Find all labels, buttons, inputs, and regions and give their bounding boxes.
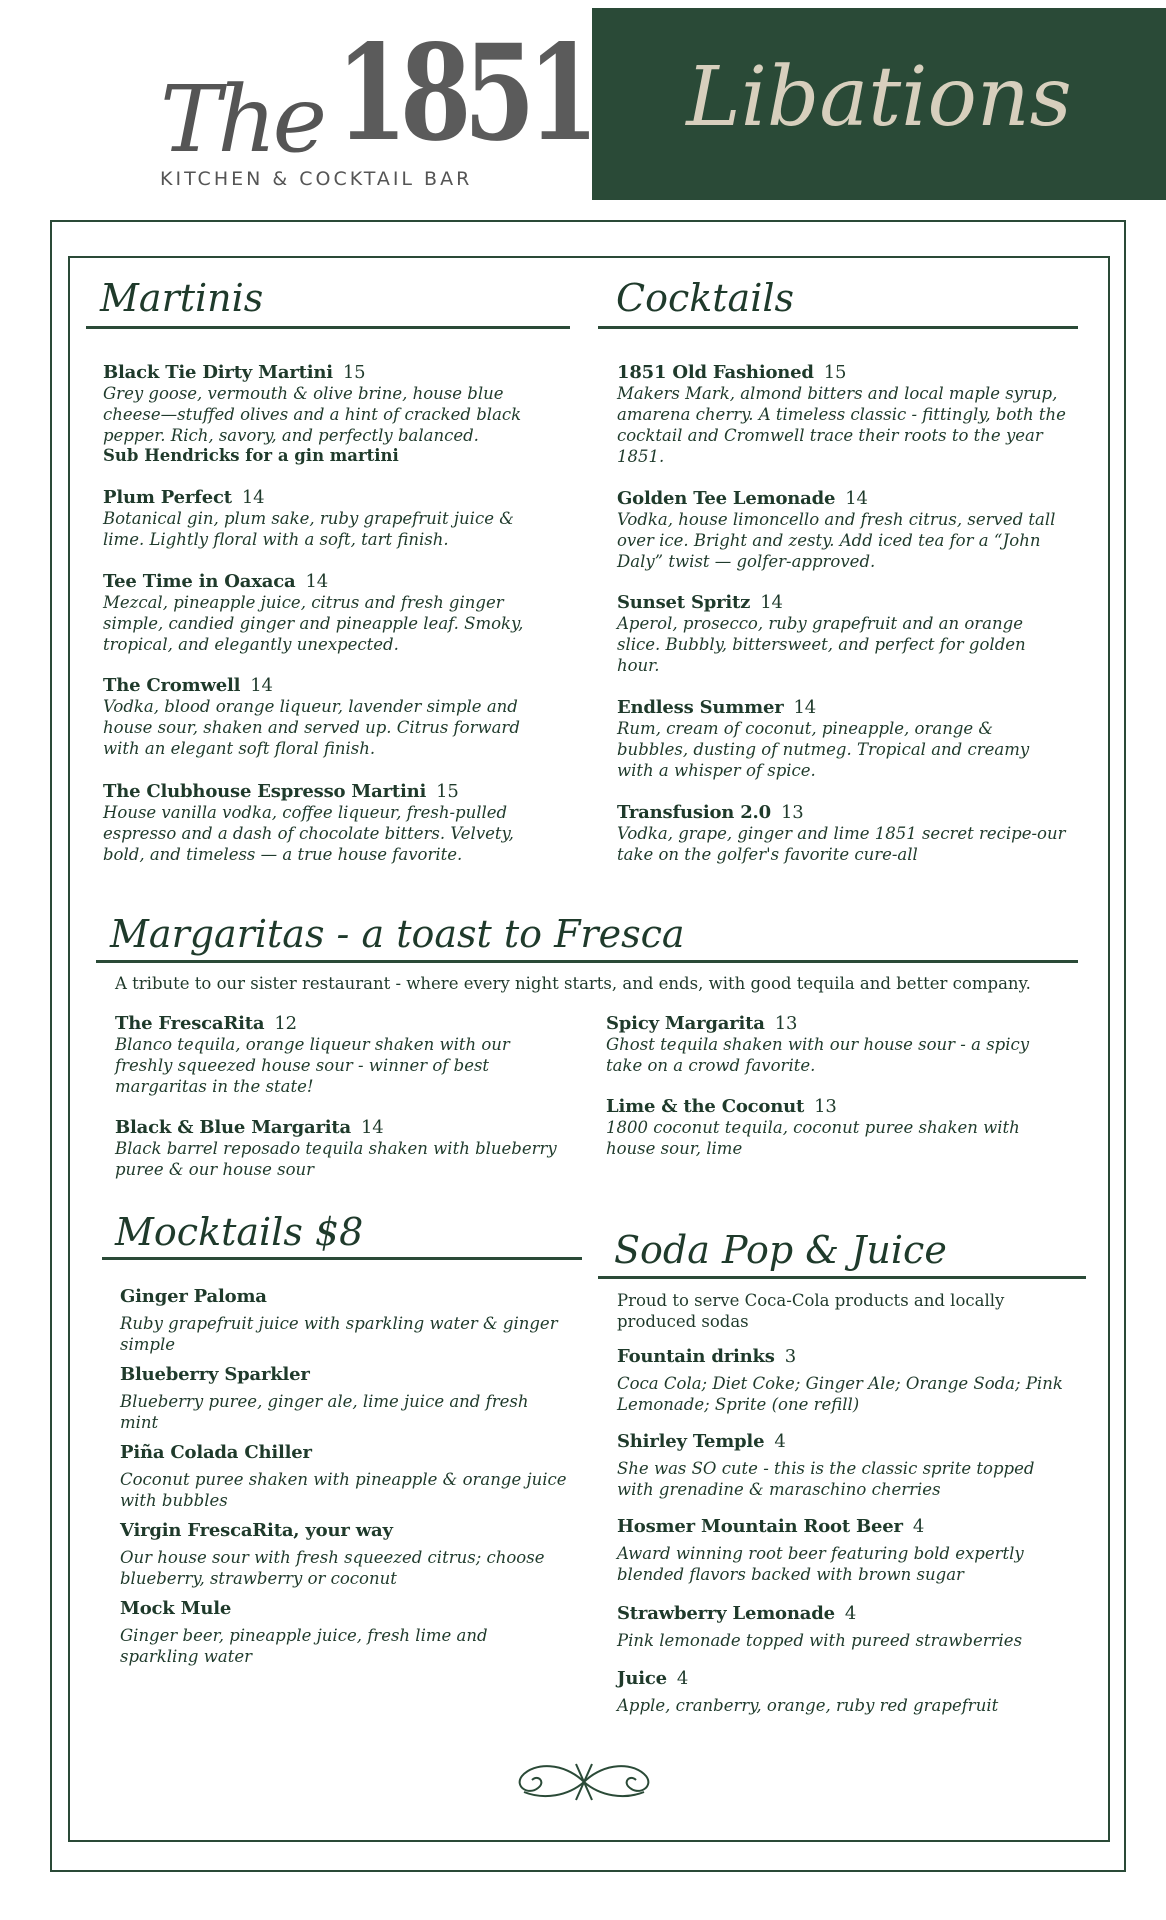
cocktail-item	[617, 697, 1047, 781]
item-description: Black barrel reposado tequila shaken with blueberry puree & our house sour	[115, 1139, 557, 1179]
item-description: Botanical gin, plum sake, ruby grapefruit juice & lime. Lightly floral with a soft, tart finish.	[103, 509, 514, 549]
cocktails-heading: Cocktails	[616, 276, 794, 320]
item-description: Coconut puree shaken with pineapple & orange juice with bubbles	[120, 1470, 567, 1510]
item-price: 4	[844, 1603, 857, 1624]
item-description: Vodka, blood orange liqueur, lavender simple and house sour, shaken and served up. Citrus forward with an elegant soft floral finish.	[103, 697, 520, 758]
item-name: Endless Summer	[617, 697, 784, 718]
mocktail-item	[120, 1442, 570, 1511]
item-price: 15	[436, 781, 459, 802]
martinis-heading: Martinis	[100, 276, 264, 320]
soda-item	[617, 1431, 1067, 1500]
item-price: 14	[793, 697, 817, 718]
item-name: The Cromwell	[103, 675, 241, 696]
item-description: 1800 coconut tequila, coconut puree shaken with house sour, lime	[606, 1118, 1020, 1158]
mocktail-item	[120, 1598, 570, 1667]
item-description: Vodka, grape, ginger and lime 1851 secret recipe-our take on the golfer's favorite cure-all	[617, 824, 1066, 864]
item-price: 15	[342, 362, 366, 383]
item-price: 14	[361, 1117, 384, 1138]
item-price: 14	[760, 592, 783, 613]
item-price: 15	[823, 362, 847, 383]
item-name: Blueberry Sparkler	[120, 1364, 310, 1385]
item-note: Sub Hendricks for a gin martini	[103, 446, 399, 465]
logo-subtitle: KITCHEN & COCKTAIL BAR	[160, 168, 473, 190]
item-description: Rum, cream of coconut, pineapple, orange & bubbles, dusting of nutmeg. Tropical and creamy with a whisper of spice.	[617, 719, 1030, 780]
item-name: Juice	[617, 1668, 667, 1689]
mocktail-item	[120, 1286, 570, 1355]
martini-item	[103, 571, 543, 655]
item-price: 4	[774, 1431, 786, 1452]
item-description: Blanco tequila, orange liqueur shaken with our freshly squeezed house sour - winner of best margaritas in the state!	[115, 1035, 510, 1096]
restaurant-logo	[150, 16, 592, 198]
margaritas-intro: A tribute to our sister restaurant - where every night starts, and ends, with good tequila and better company.	[115, 974, 1031, 993]
item-name: Black & Blue Margarita	[115, 1117, 352, 1138]
item-description: Award winning root beer featuring bold expertly blended flavors backed with brown sugar	[617, 1544, 1024, 1584]
martini-item	[103, 781, 553, 865]
margarita-item	[115, 1117, 575, 1180]
soda-rule	[598, 1276, 1086, 1279]
margarita-item	[606, 1096, 1056, 1159]
soda-item	[617, 1668, 1067, 1716]
item-name: Fountain drinks	[617, 1346, 775, 1367]
item-name: Tee Time in Oaxaca	[103, 571, 296, 592]
item-price: 3	[784, 1346, 797, 1367]
item-price: 13	[774, 1013, 798, 1034]
item-description: Our house sour with fresh squeezed citrus; choose blueberry, strawberry or coconut	[120, 1548, 545, 1588]
item-description: Ginger beer, pineapple juice, fresh lime and sparkling water	[120, 1626, 488, 1666]
item-name: Plum Perfect	[103, 487, 232, 508]
martinis-rule	[86, 326, 570, 329]
mocktail-item	[120, 1364, 570, 1433]
soda-item	[617, 1346, 1067, 1415]
item-name: Ginger Paloma	[120, 1286, 267, 1307]
item-description: She was SO cute - this is the classic sprite topped with grenadine & maraschino cherries	[617, 1459, 1035, 1499]
mocktails-rule	[102, 1257, 582, 1260]
item-name: Lime & the Coconut	[606, 1096, 805, 1117]
item-price: 14	[845, 488, 868, 509]
item-description: Ruby grapefruit juice with sparkling water & ginger simple	[120, 1314, 558, 1354]
logo-script-the: The	[160, 66, 324, 173]
soda-heading: Soda Pop & Juice	[614, 1228, 947, 1272]
item-description: Apple, cranberry, orange, ruby red grapefruit	[617, 1696, 999, 1715]
item-name: Piña Colada Chiller	[120, 1442, 312, 1463]
item-name: Shirley Temple	[617, 1431, 765, 1452]
item-price: 14	[305, 571, 328, 592]
cocktail-item	[617, 362, 1067, 467]
item-description: Mezcal, pineapple juice, citrus and fresh ginger simple, candied ginger and pineapple leaf. Smoky, tropical, and elegantly unexpected.	[103, 593, 524, 654]
banner-title: Libations	[686, 50, 1072, 145]
cocktails-rule	[598, 326, 1078, 329]
item-name: The Clubhouse Espresso Martini	[103, 781, 427, 802]
item-description: Makers Mark, almond bitters and local maple syrup, amarena cherry. A timeless classic - fittingly, both the cocktail and Cromwell trace their roots to the year 1851.	[617, 384, 1066, 466]
decorative-flourish-icon	[504, 1752, 664, 1812]
item-price: 4	[676, 1668, 689, 1689]
martini-item	[103, 675, 543, 759]
margarita-item	[115, 1013, 565, 1097]
item-name: Hosmer Mountain Root Beer	[617, 1516, 903, 1537]
item-name: Sunset Spritz	[617, 592, 751, 613]
item-price: 13	[780, 802, 804, 823]
item-description: Aperol, prosecco, ruby grapefruit and an orange slice. Bubbly, bittersweet, and perfect for golden hour.	[617, 614, 1026, 675]
item-price: 14	[250, 675, 273, 696]
item-name: Mock Mule	[120, 1598, 232, 1619]
item-name: Virgin FrescaRita, your way	[120, 1520, 393, 1541]
item-description: Grey goose, vermouth & olive brine, house blue cheese—stuffed olives and a hint of cracked black pepper. Rich, savory, and perfectly balanced.	[103, 384, 522, 445]
mocktail-item	[120, 1520, 570, 1589]
libations-banner	[592, 8, 1166, 200]
item-description: House vanilla vodka, coffee liqueur, fresh-pulled espresso and a dash of chocolate bitters. Velvety, bold, and timeless — a true house favorite.	[103, 803, 514, 864]
mocktails-heading: Mocktails $8	[115, 1210, 364, 1254]
item-description: Coca Cola; Diet Coke; Ginger Ale; Orange Soda; Pink Lemonade; Sprite (one refill)	[617, 1374, 1063, 1414]
soda-item	[617, 1516, 1067, 1585]
item-name: Strawberry Lemonade	[617, 1603, 835, 1624]
margarita-item	[606, 1013, 1056, 1076]
soda-intro: Proud to serve Coca-Cola products and locally produced sodas	[617, 1291, 1005, 1331]
item-name: The FrescaRita	[115, 1013, 265, 1034]
logo-number: 1851	[336, 16, 592, 171]
cocktail-item	[617, 592, 1057, 676]
item-description: Pink lemonade topped with pureed strawberries	[617, 1631, 1023, 1650]
item-name: 1851 Old Fashioned	[617, 362, 814, 383]
item-name: Golden Tee Lemonade	[617, 488, 836, 509]
item-description: Vodka, house limoncello and fresh citrus, served tall over ice. Bright and zesty. Add iced tea for a “John Daly” twist — golfer-approved.	[617, 510, 1056, 571]
martini-item	[103, 362, 543, 465]
margaritas-rule	[96, 960, 1078, 963]
item-name: Spicy Margarita	[606, 1013, 765, 1034]
martini-item	[103, 487, 543, 550]
soda-item	[617, 1603, 1067, 1651]
item-description: Ghost tequila shaken with our house sour - a spicy take on a crowd favorite.	[606, 1035, 1030, 1075]
item-description: Blueberry puree, ginger ale, lime juice and fresh mint	[120, 1392, 529, 1432]
margaritas-heading: Margaritas - a toast to Fresca	[110, 912, 685, 956]
item-price: 14	[241, 487, 265, 508]
cocktail-item	[617, 488, 1057, 572]
item-price: 12	[274, 1013, 297, 1034]
item-name: Transfusion 2.0	[617, 802, 771, 823]
cocktail-item	[617, 802, 1067, 865]
item-price: 13	[814, 1096, 837, 1117]
item-name: Black Tie Dirty Martini	[103, 362, 333, 383]
item-price: 4	[912, 1516, 925, 1537]
